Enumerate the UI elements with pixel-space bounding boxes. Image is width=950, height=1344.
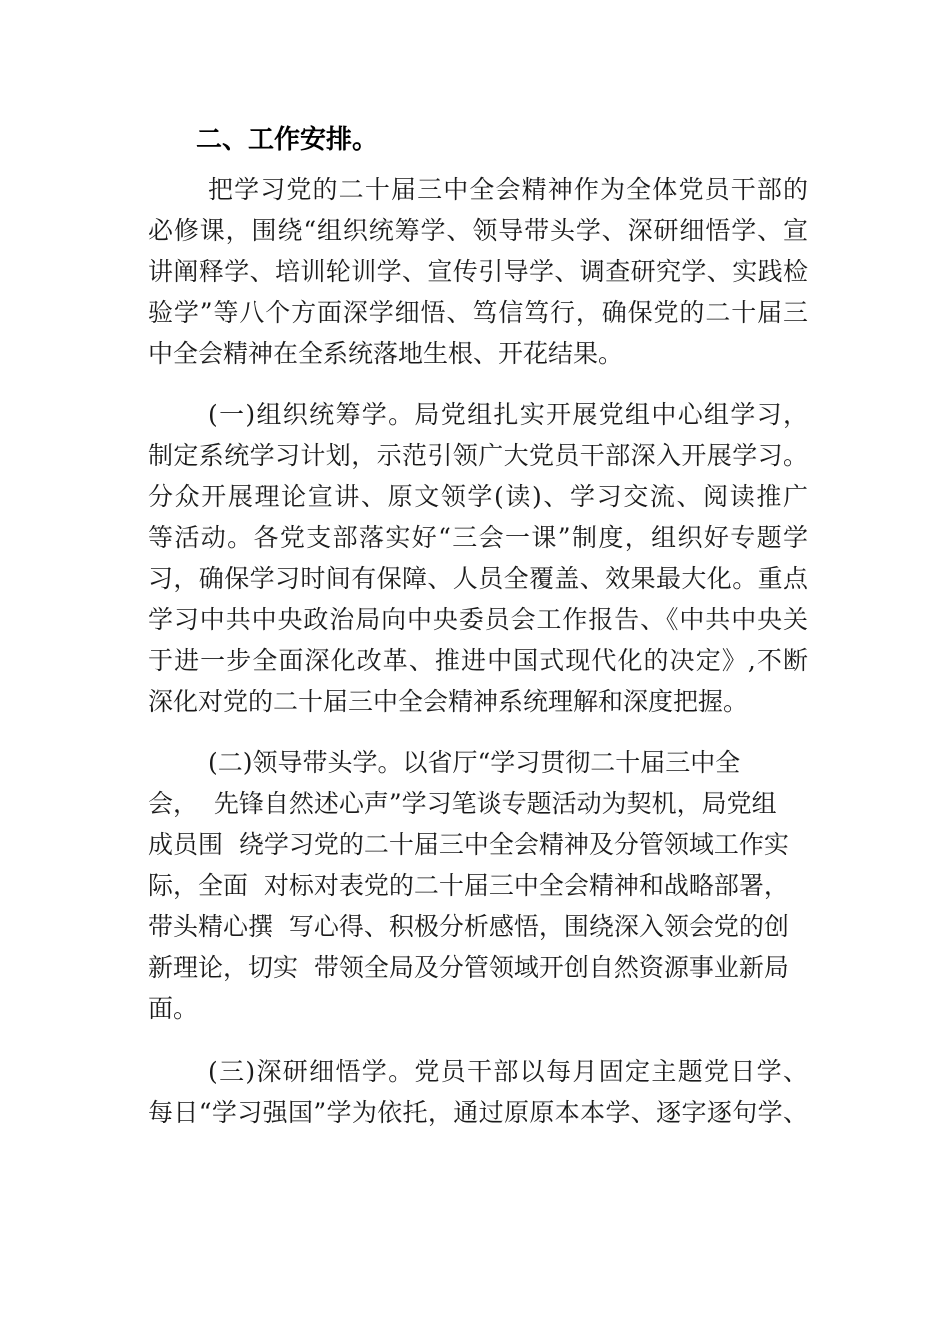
text-line: 习，确保学习时间有保障、人员全覆盖、效果最大化。重点 [148,564,808,593]
text-line: 会， 先锋自然述心声”学习笔谈专题活动为契机，局党组 [148,789,777,818]
text-line: 讲阐释学、培训轮训学、宣传引导学、调查研究学、实践检 [148,257,808,286]
text-line: 把学习党的二十届三中全会精神作为全体党员干部的 [208,175,808,204]
text-line: 深化对党的二十届三中全会精神系统理解和深度把握。 [148,687,749,716]
text-line: 验学”等八个方面深学细悟、笃信笃行，确保党的二十届三 [148,298,808,327]
text-line: 新理论，切实 带领全局及分管领域开创自然资源事业新局 [148,953,789,982]
text-line: 制定系统学习计划，示范引领广大党员干部深入开展学习。 [148,441,808,470]
text-line: 等活动。各党支部落实好“三会一课”制度，组织好专题学 [148,523,808,552]
text-line: 于进一步全面深化改革、推进中国式现代化的决定》,不断 [148,646,808,675]
section-heading: 二、工作安排。 [196,125,379,155]
text-line: 中全会精神在全系统落地生根、开花结果。 [148,339,624,368]
text-line: 面。 [148,994,199,1023]
text-line: 成员围 绕学习党的二十届三中全会精神及分管领域工作实 [148,830,789,859]
text-line: (二)领导带头学。以省厅“学习贯彻二十届三中全 [208,748,741,777]
text-line: (三)深研细悟学。党员干部以每月固定主题党日学、 [208,1057,808,1086]
text-line: 学习中共中央政治局向中央委员会工作报告、《中共中央关 [148,605,808,634]
text-line: 带头精心撰 写心得、积极分析感悟，围绕深入领会党的创 [148,912,789,941]
text-line: 分众开展理论宣讲、原文领学(读)、学习交流、阅读推广 [148,482,808,511]
text-line: 每日“学习强国”学为依托，通过原原本本学、逐字逐句学、 [148,1098,808,1127]
text-line: 必修课，围绕“组织统筹学、领导带头学、深研细悟学、宣 [148,216,808,245]
text-line: 际，全面 对标对表党的二十届三中全会精神和战略部署， [148,871,789,900]
text-line: (一)组织统筹学。局党组扎实开展党组中心组学习， [208,400,808,429]
